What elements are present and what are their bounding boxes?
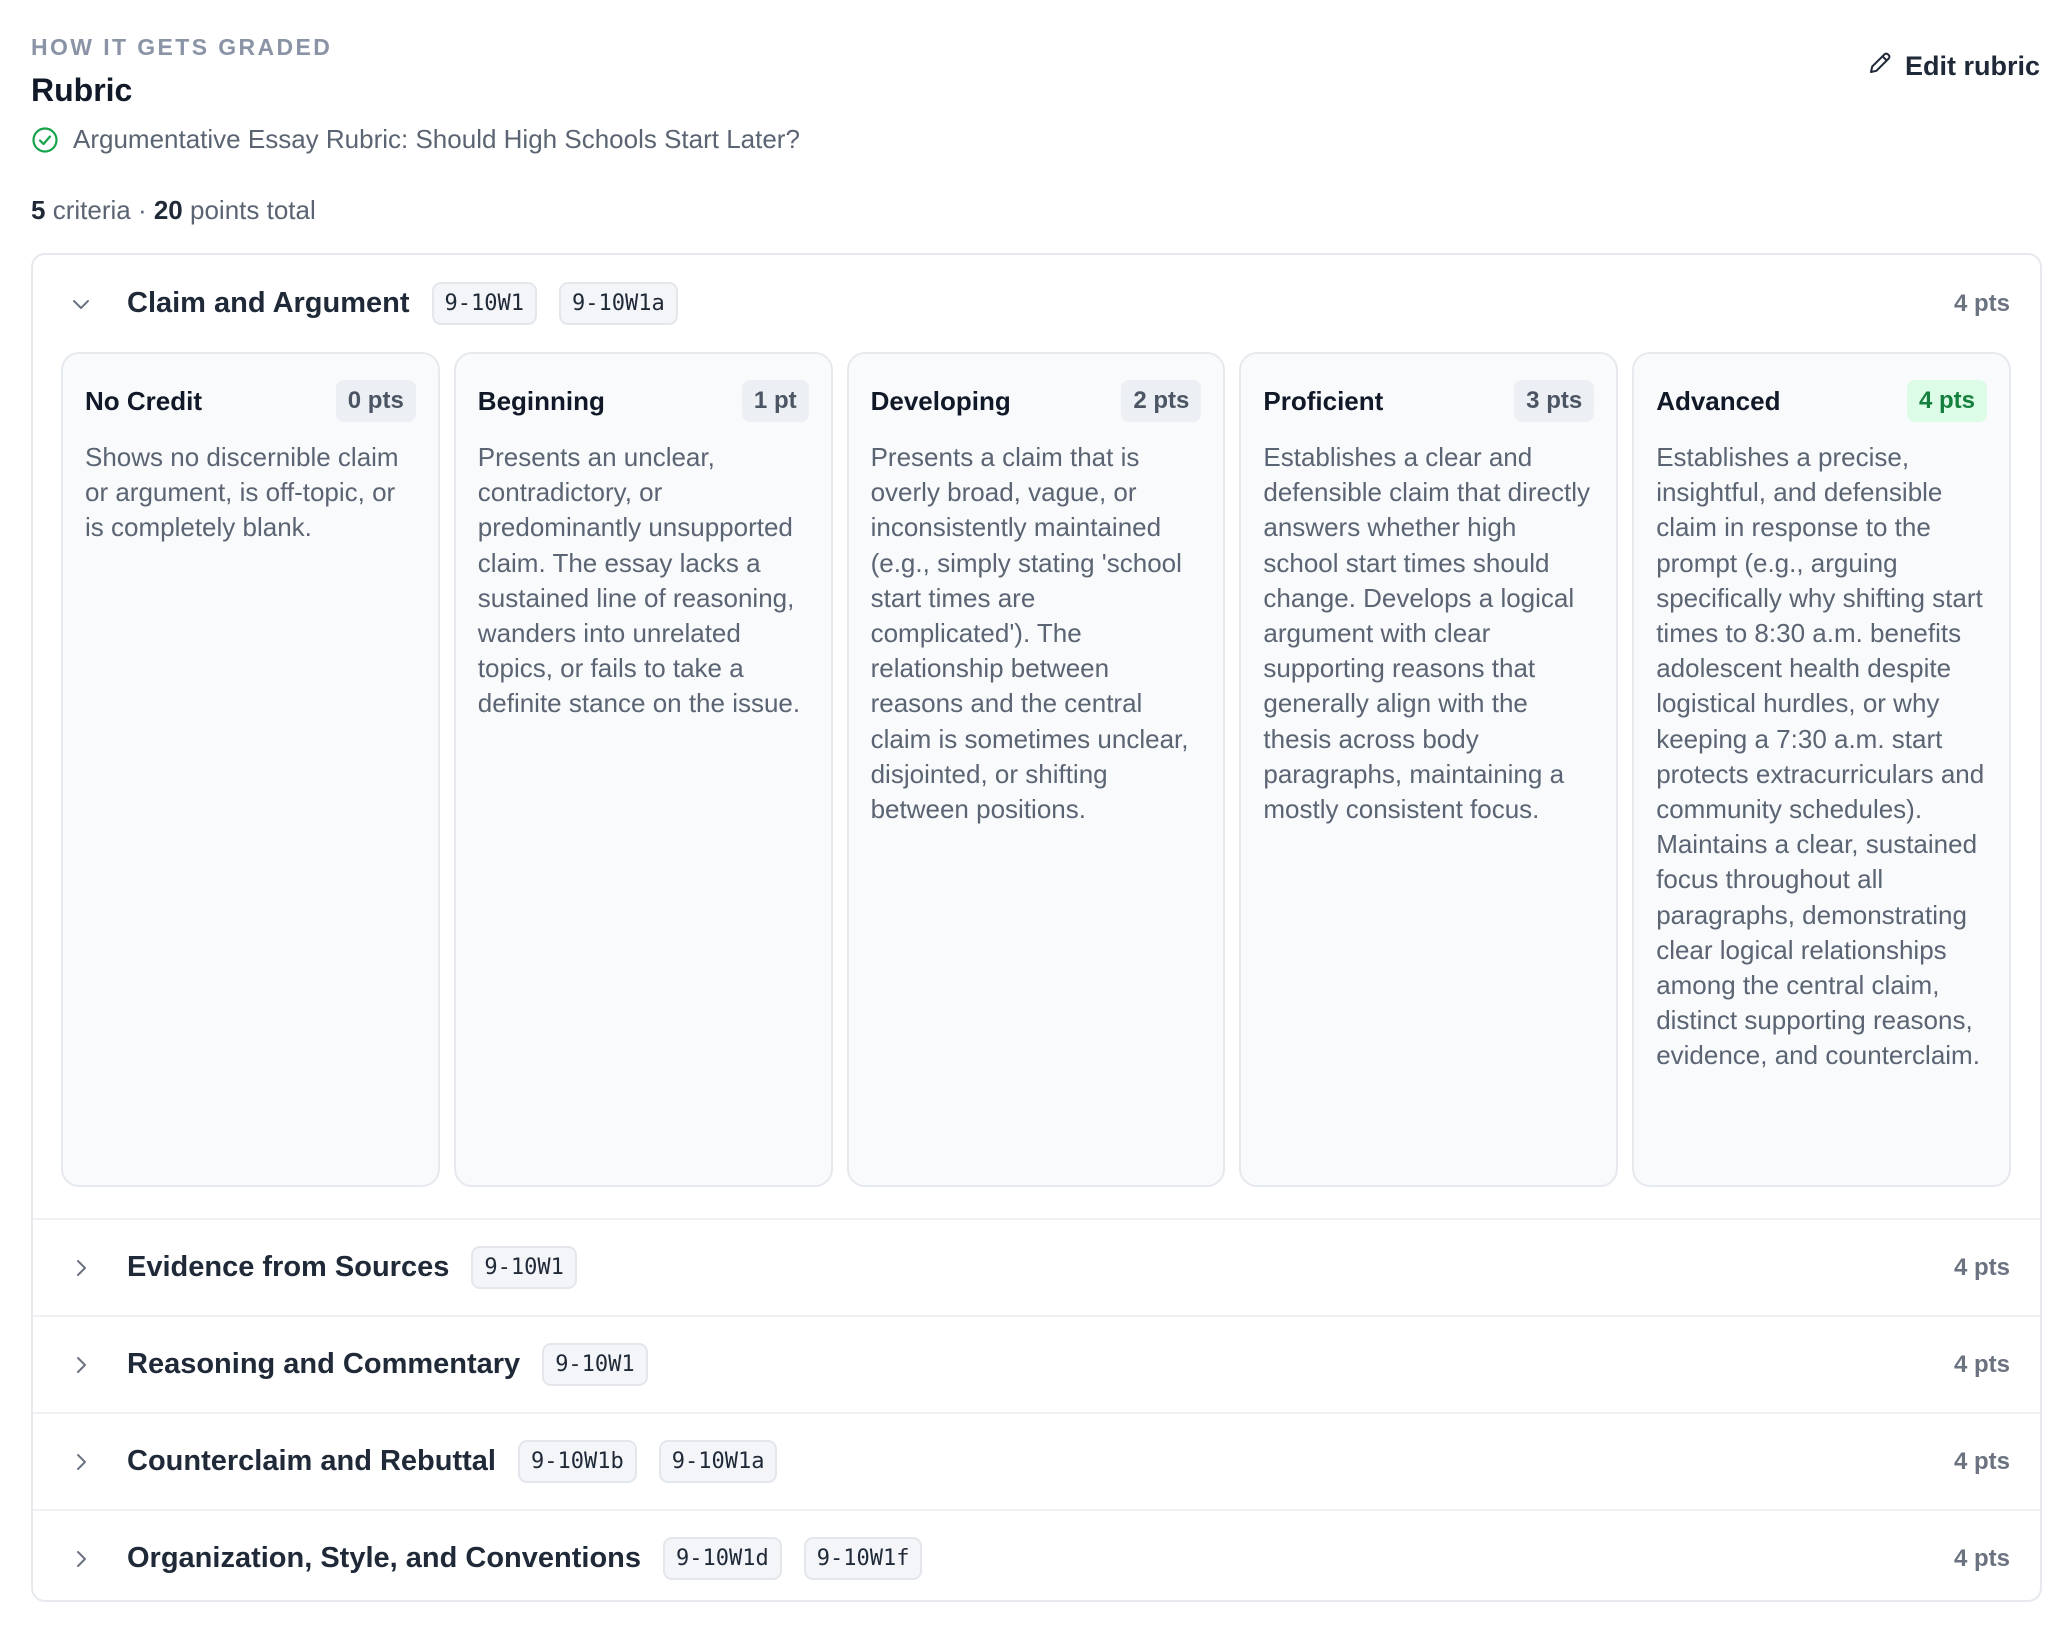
criterion-name: Evidence from Sources	[127, 1251, 450, 1283]
criteria-label: criteria ·	[52, 195, 147, 225]
criterion-name: Organization, Style, and Conventions	[127, 1542, 641, 1574]
level-description: Establishes a clear and defensible claim that directly answers whether high school start times should change. Develops a logical argument with clear supporting reasons that generally align with the thesis across body paragraphs, maintaining a mostly consistent focus.	[1263, 442, 1590, 825]
level-card-advanced[interactable]	[1632, 352, 2011, 1187]
level-description: Presents an unclear, contradictory, or predominantly unsupported claim. The essay lacks a sustained line of reasoning, wanders into unrelated topics, or fails to take a definite stance on the issue.	[477, 442, 801, 719]
criterion-name: Claim and Argument	[127, 287, 410, 319]
criterion-points: 4 pts	[1953, 1350, 2010, 1378]
criterion-points: 4 pts	[1953, 289, 2010, 317]
standard-tag: 9-10W1	[542, 1343, 647, 1386]
level-name: Advanced	[1656, 385, 1781, 416]
level-points-badge: 4 pts	[1907, 380, 1987, 422]
rubric-summary	[31, 195, 316, 226]
criterion-counterclaim-and-rebuttal[interactable]	[33, 1412, 2040, 1509]
criterion-name: Reasoning and Commentary	[127, 1348, 521, 1380]
rubric-name: Argumentative Essay Rubric: Should High Schools Start Later?	[73, 124, 800, 154]
criteria-count: 5	[31, 195, 46, 225]
level-description: Establishes a precise, insightful, and defensible claim in response to the prompt (e.g., arguing specifically why shifting start times to 8:30 a.m. benefits adolescent health despite logistical hurdles, or why keeping a 7:30 a.m. start protects extracurriculars and community schedules). Maintains a clear, sustained focus throughout all paragraphs, demonstrating clear logical relationships among the central claim, distinct supporting reasons, evidence, and counterclaim.	[1656, 442, 1985, 1071]
criterion-points: 4 pts	[1953, 1544, 2010, 1572]
criterion-points: 4 pts	[1953, 1253, 2010, 1281]
chevron-down-icon[interactable]	[69, 292, 93, 316]
level-description: Shows no discernible claim or argument, is off-topic, or is completely blank.	[85, 442, 399, 543]
level-name: No Credit	[85, 385, 202, 416]
criteria-list	[31, 253, 2042, 1602]
edit-rubric-label: Edit rubric	[1904, 51, 2040, 81]
standard-tag: 9-10W1a	[659, 1440, 778, 1483]
level-card-developing[interactable]	[847, 352, 1226, 1187]
level-card-no-credit[interactable]	[61, 352, 440, 1187]
points-label: points total	[190, 195, 316, 225]
level-description: Presents a claim that is overly broad, vague, or inconsistently maintained (e.g., simply stating 'school start times are complicated'). The relationship between reasons and the central claim is sometimes unclear, disjointed, or shifting between positions.	[870, 442, 1189, 825]
standard-tag: 9-10W1	[432, 282, 537, 325]
standard-tag: 9-10W1f	[804, 1537, 923, 1580]
criterion-evidence-from-sources[interactable]	[33, 1218, 2040, 1315]
level-points-badge: 1 pt	[742, 380, 809, 422]
chevron-right-icon[interactable]	[69, 1256, 93, 1280]
section-eyebrow: HOW IT GETS GRADED	[31, 34, 333, 60]
chevron-right-icon[interactable]	[69, 1547, 93, 1571]
page-title: Rubric	[31, 72, 133, 108]
criterion-name: Counterclaim and Rebuttal	[127, 1445, 496, 1477]
standard-tag: 9-10W1	[471, 1246, 576, 1289]
chevron-right-icon[interactable]	[69, 1353, 93, 1377]
chevron-right-icon[interactable]	[69, 1450, 93, 1474]
edit-rubric-button[interactable]	[1865, 46, 2042, 87]
level-points-badge: 2 pts	[1121, 380, 1201, 422]
level-card-beginning[interactable]	[454, 352, 833, 1187]
check-circle-icon	[31, 126, 59, 154]
level-name: Developing	[870, 385, 1011, 416]
level-points-badge: 0 pts	[336, 380, 416, 422]
standard-tag: 9-10W1a	[559, 282, 678, 325]
level-name: Beginning	[477, 385, 605, 416]
level-name: Proficient	[1263, 385, 1384, 416]
rubric-name-line	[31, 124, 800, 155]
level-points-badge: 3 pts	[1514, 380, 1594, 422]
standard-tag: 9-10W1d	[663, 1537, 782, 1580]
criterion-points: 4 pts	[1953, 1447, 2010, 1475]
pencil-icon	[1867, 50, 1893, 83]
criterion-reasoning-and-commentary[interactable]	[33, 1315, 2040, 1412]
points-total: 20	[153, 195, 183, 225]
criterion-claim-and-argument	[33, 255, 2040, 1218]
standard-tag: 9-10W1b	[518, 1440, 637, 1483]
criterion-header[interactable]	[33, 255, 2040, 352]
performance-levels	[33, 352, 2040, 1187]
criterion-organization-style-conventions[interactable]	[33, 1509, 2040, 1602]
level-card-proficient[interactable]	[1239, 352, 1618, 1187]
